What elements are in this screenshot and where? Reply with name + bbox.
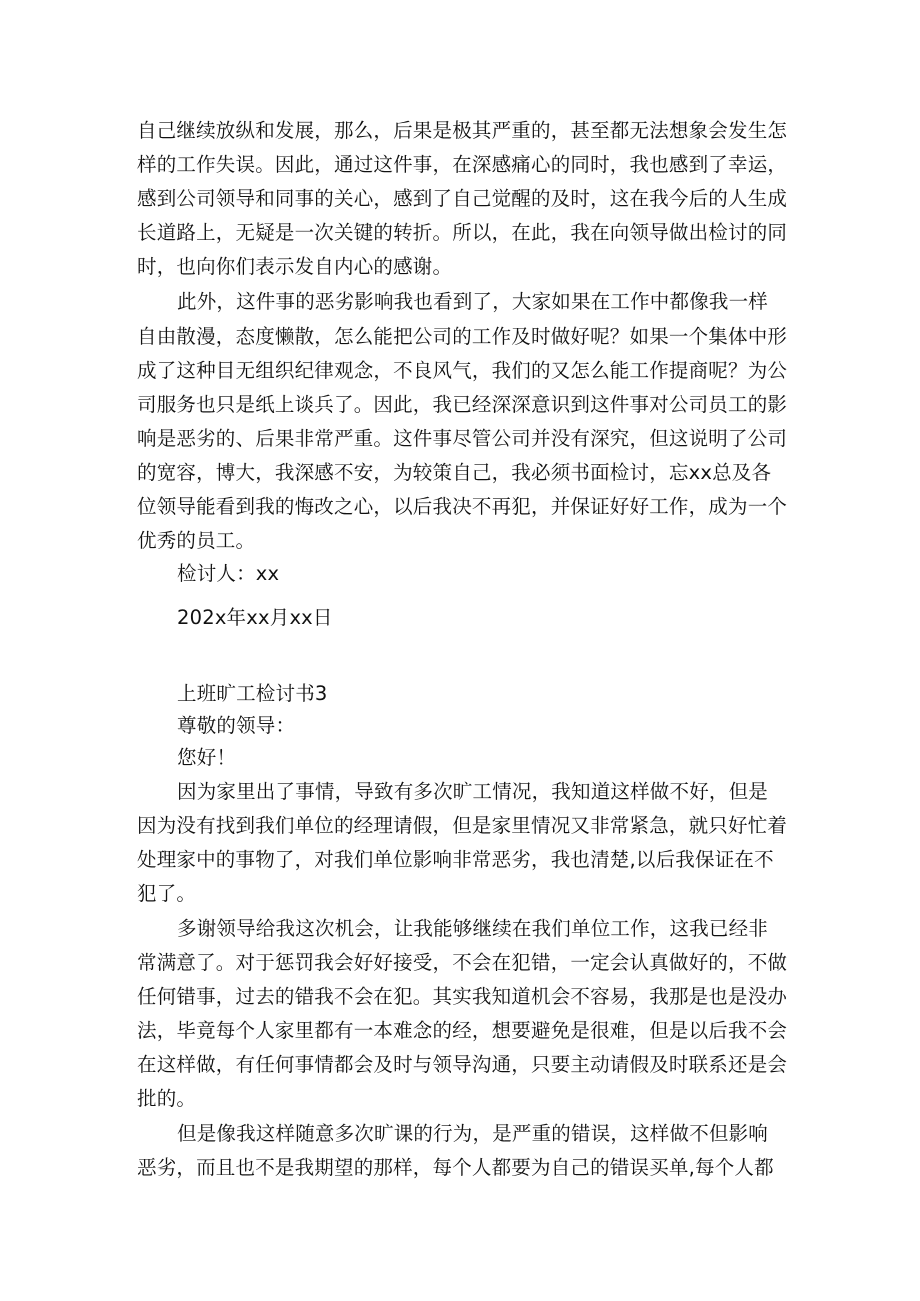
paragraph-3-line: 因为没有找到我们单位的经理请假，但是家里情况又非常紧急，就只好忙着 bbox=[137, 814, 788, 837]
paragraph-3-line: 因为家里出了事情，导致有多次旷工情况，我知道这样做不好，但是 bbox=[177, 780, 769, 803]
paragraph-1-line: 时，也向你们表示发自内心的感谢。 bbox=[137, 255, 453, 278]
paragraph-4-line: 批的。 bbox=[137, 1087, 197, 1110]
paragraph-2-line: 司服务也只是纸上谈兵了。因此，我已经深深意识到这件事对公司员工的影 bbox=[137, 393, 788, 416]
paragraph-2-line: 响是恶劣的、后果非常严重。这件事尽管公司并没有深究，但这说明了公司 bbox=[137, 427, 788, 450]
paragraph-4-line: 常满意了。对于惩罚我会好好接受，不会在犯错，一定会认真做好的，不做 bbox=[137, 951, 788, 974]
paragraph-2-line: 此外，这件事的恶劣影响我也看到了，大家如果在工作中都像我一样 bbox=[177, 290, 769, 313]
paragraph-2-line: 的宽容，博大，我深感不安，为较策自己，我必须书面检讨，忘xx总及各 bbox=[137, 461, 772, 484]
paragraph-1-line: 感到公司领导和同事的关心，感到了自己觉醒的及时，这在我今后的人生成 bbox=[137, 187, 788, 210]
section-title: 上班旷工检讨书3 bbox=[177, 682, 328, 705]
paragraph-2-line: 优秀的员工。 bbox=[137, 529, 256, 552]
greeting: 您好！ bbox=[177, 746, 237, 769]
paragraph-2-line: 自由散漫，态度懒散，怎么能把公司的工作及时做好呢？如果一个集体中形 bbox=[137, 325, 788, 348]
paragraph-4-line: 法，毕竟每个人家里都有一本难念的经，想要避免是很难，但是以后我不会 bbox=[137, 1019, 788, 1042]
paragraph-5-line: 恶劣，而且也不是我期望的那样，每个人都要为自己的错误买单,每个人都 bbox=[137, 1156, 774, 1179]
signature: 检讨人：xx bbox=[177, 562, 280, 585]
paragraph-2-line: 位领导能看到我的悔改之心，以后我决不再犯，并保证好好工作，成为一个 bbox=[137, 495, 788, 518]
paragraph-3-line: 处理家中的事物了，对我们单位影响非常恶劣，我也清楚,以后我保证在不 bbox=[137, 848, 774, 871]
paragraph-4-line: 任何错事，过去的错我不会在犯。其实我知道机会不容易，我那是也是没办 bbox=[137, 985, 788, 1008]
paragraph-1-line: 长道路上，无疑是一次关键的转折。所以，在此，我在向领导做出检讨的同 bbox=[137, 221, 788, 244]
paragraph-4-line: 多谢领导给我这次机会，让我能够继续在我们单位工作，这我已经非 bbox=[177, 917, 769, 940]
paragraph-1-line: 自己继续放纵和发展，那么，后果是极其严重的，甚至都无法想象会发生怎 bbox=[137, 119, 788, 142]
paragraph-4-line: 在这样做，有任何事情都会及时与领导沟通，只要主动请假及时联系还是会 bbox=[137, 1053, 788, 1076]
paragraph-2-line: 成了这种目无组织纪律观念，不良风气，我们的又怎么能工作提商呢？为公 bbox=[137, 359, 788, 382]
date: 202x年xx月xx日 bbox=[177, 606, 333, 629]
paragraph-5-line: 但是像我这样随意多次旷课的行为，是严重的错误，这样做不但影响 bbox=[177, 1122, 769, 1145]
paragraph-3-line: 犯了。 bbox=[137, 882, 197, 905]
salutation: 尊敬的领导： bbox=[177, 714, 296, 737]
paragraph-1-line: 样的工作失误。因此，通过这件事，在深感痛心的同时，我也感到了幸运， bbox=[137, 153, 788, 176]
